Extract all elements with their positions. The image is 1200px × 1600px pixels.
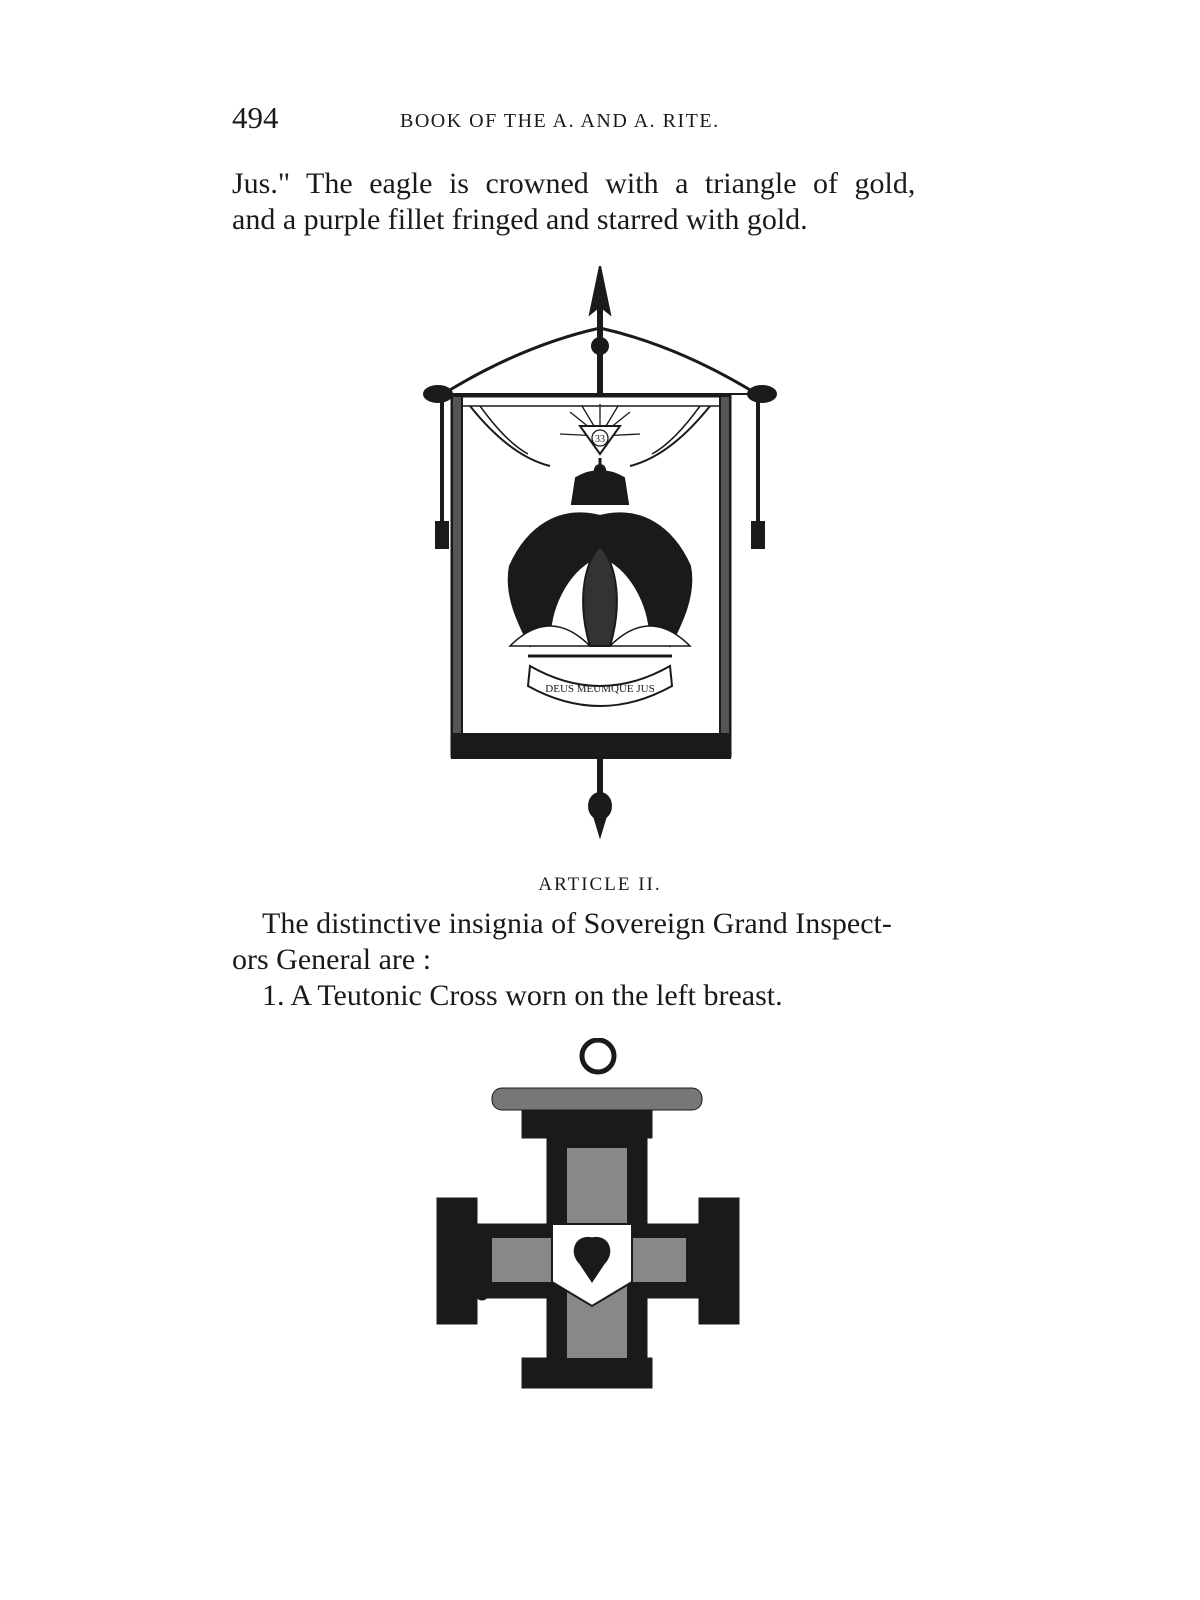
running-head bbox=[232, 100, 832, 140]
banner-illustration bbox=[410, 266, 790, 846]
article-heading: ARTICLE II. bbox=[538, 874, 662, 895]
article-paragraph bbox=[232, 906, 992, 1014]
article-line-1: The distinctive insignia of Sovereign Grand Inspect- bbox=[262, 907, 892, 940]
article-item-1: 1. A Teutonic Cross worn on the left breast. bbox=[262, 979, 783, 1012]
top-paragraph-line-2: and a purple fillet fringed and starred with gold. bbox=[232, 203, 808, 236]
running-title: BOOK OF THE A. AND A. RITE. bbox=[400, 110, 720, 132]
top-paragraph-line-1: Jus." The eagle is crowned with a triangle of gold, bbox=[232, 167, 916, 200]
triangle-number: 33 bbox=[595, 434, 605, 445]
top-paragraph bbox=[232, 166, 992, 238]
motto-text: DEUS MEUMQUE JUS bbox=[545, 683, 655, 695]
teutonic-cross-illustration bbox=[432, 1038, 762, 1418]
page-number: 494 bbox=[232, 100, 279, 135]
article-line-2: ors General are : bbox=[232, 943, 432, 976]
suspension-ring bbox=[582, 1040, 614, 1072]
